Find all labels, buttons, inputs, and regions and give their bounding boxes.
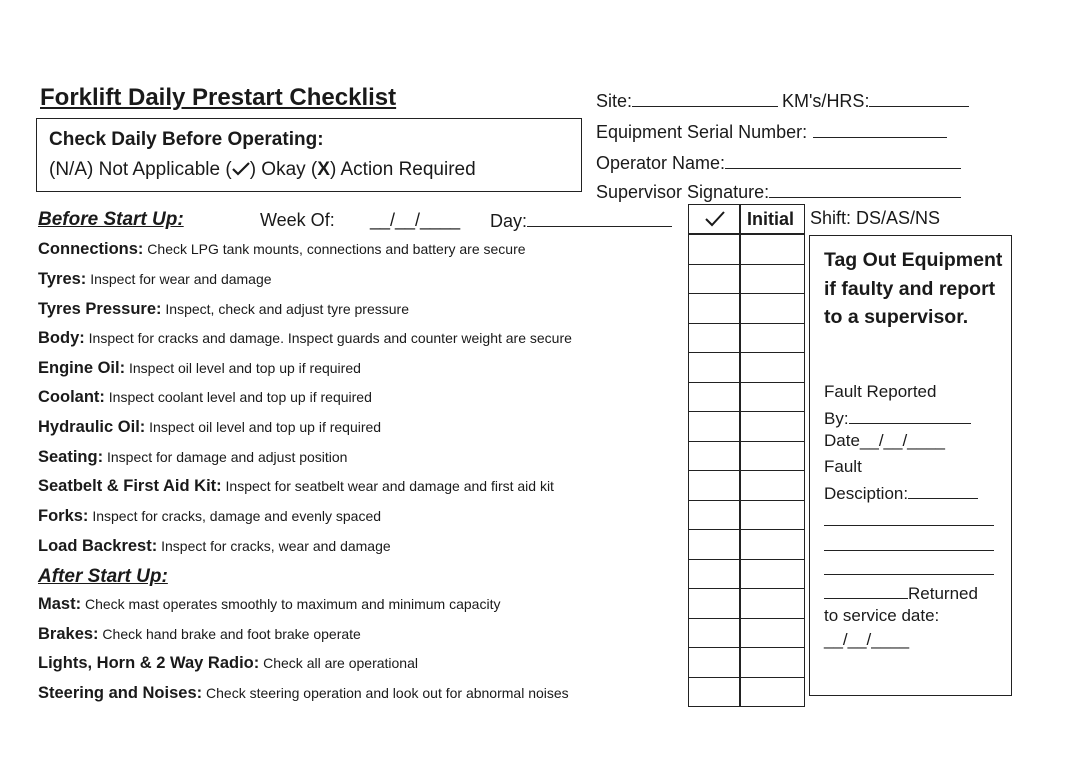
description-line[interactable] — [824, 574, 994, 575]
checklist-item — [38, 625, 361, 644]
check-cell[interactable] — [688, 441, 740, 472]
checklist-item-label: Coolant: — [38, 388, 105, 406]
check-cell[interactable] — [688, 588, 740, 619]
checklist-item-desc: Inspect for cracks and damage. Inspect guards and counter weight are secure — [84, 330, 572, 346]
page-title: Forklift Daily Prestart Checklist — [40, 84, 397, 111]
legend-action: ) Action Required — [329, 159, 476, 180]
checklist-item — [38, 595, 500, 614]
fault-reported-label: Fault Reported — [824, 382, 937, 401]
initial-cell[interactable] — [740, 441, 805, 472]
checklist-item-desc: Inspect, check and adjust tyre pressure — [161, 301, 409, 317]
initial-cell[interactable] — [740, 323, 805, 354]
kms-field[interactable] — [782, 90, 969, 112]
checklist-item — [38, 240, 526, 259]
week-of-label: Week Of: — [260, 210, 335, 230]
initial-cell[interactable] — [740, 470, 805, 501]
check-icon — [232, 162, 250, 176]
check-cell[interactable] — [688, 352, 740, 383]
fault-description-field[interactable] — [824, 482, 978, 504]
checklist-item-label: Brakes: — [38, 625, 99, 643]
initial-cell[interactable] — [740, 264, 805, 295]
check-cell[interactable] — [688, 618, 740, 649]
check-icon — [705, 211, 725, 227]
checklist-item-label: Body: — [38, 329, 85, 347]
checklist-item-label: Forks: — [38, 507, 89, 525]
check-cell[interactable] — [688, 234, 740, 265]
initial-cell[interactable] — [740, 293, 805, 324]
check-cell[interactable] — [688, 323, 740, 354]
checklist-item-label: Hydraulic Oil: — [38, 418, 146, 436]
checklist-item-desc: Inspect oil level and top up if required — [145, 419, 382, 435]
serial-label: Equipment Serial Number: — [596, 122, 808, 142]
checklist-item-desc: Check all are operational — [259, 655, 418, 671]
initial-cell[interactable] — [740, 559, 805, 590]
day-field[interactable] — [490, 210, 672, 232]
check-cell[interactable] — [688, 382, 740, 413]
reported-by-field[interactable] — [824, 407, 971, 429]
checklist-item-desc: Inspect for cracks, wear and damage — [157, 538, 391, 554]
checklist-item — [38, 329, 572, 348]
instructions-box — [36, 118, 582, 192]
initial-cell[interactable] — [740, 500, 805, 531]
serial-field[interactable] — [596, 121, 947, 143]
check-cell[interactable] — [688, 647, 740, 678]
returned-field[interactable] — [824, 582, 978, 604]
checklist-item — [38, 684, 569, 703]
checklist-item-label: Connections: — [38, 240, 144, 258]
initial-cell[interactable] — [740, 234, 805, 265]
checklist-item-label: Engine Oil: — [38, 359, 126, 377]
checklist-item-label: Lights, Horn & 2 Way Radio: — [38, 654, 260, 672]
check-cell[interactable] — [688, 559, 740, 590]
operator-field[interactable] — [596, 152, 961, 174]
checklist-item-desc: Inspect for seatbelt wear and damage and first aid kit — [221, 478, 554, 494]
check-cell[interactable] — [688, 264, 740, 295]
checklist-item-desc: Inspect for damage and adjust position — [103, 449, 348, 465]
initial-cell[interactable] — [740, 529, 805, 560]
checklist-item-desc: Inspect for wear and damage — [86, 271, 272, 287]
fault-label: Fault — [824, 457, 862, 476]
supervisor-label: Supervisor Signature: — [596, 182, 770, 202]
checklist-item-label: Steering and Noises: — [38, 684, 203, 702]
checklist-item — [38, 654, 418, 673]
after-start-heading: After Start Up: — [38, 566, 168, 587]
tag-out-box — [809, 235, 1012, 696]
to-service-label: to service date: — [824, 606, 940, 625]
initial-cell[interactable] — [740, 411, 805, 442]
week-of-date[interactable]: __/__/____ — [370, 210, 461, 230]
description-line[interactable] — [824, 550, 994, 551]
operator-label: Operator Name: — [596, 153, 726, 173]
check-cell[interactable] — [688, 500, 740, 531]
checklist-item — [38, 448, 347, 467]
return-date-field[interactable]: __/__/____ — [824, 630, 910, 649]
checklist-item — [38, 477, 554, 496]
instructions-legend — [49, 159, 476, 181]
checklist-item-label: Mast: — [38, 595, 82, 613]
returned-label: Returned — [908, 584, 978, 603]
checklist-item-label: Seating: — [38, 448, 104, 466]
check-cell[interactable] — [688, 677, 740, 708]
checklist-item — [38, 537, 391, 556]
shift-label: Shift: DS/AS/NS — [810, 208, 941, 228]
legend-na: (N/A) Not Applicable ( — [49, 159, 232, 180]
reported-by-label: By: — [824, 409, 849, 428]
fault-date-field[interactable]: Date__/__/____ — [824, 431, 945, 450]
initial-cell[interactable] — [740, 677, 805, 708]
check-cell[interactable] — [688, 470, 740, 501]
checklist-item — [38, 418, 381, 437]
checklist-item-desc: Check hand brake and foot brake operate — [98, 626, 361, 642]
checklist-item-label: Load Backrest: — [38, 537, 158, 555]
initial-column-header: Initial — [740, 204, 805, 234]
instructions-heading: Check Daily Before Operating: — [49, 129, 324, 150]
description-label: Desciption: — [824, 484, 909, 503]
kms-label: KM's/HRS: — [782, 91, 870, 111]
checklist-item-desc: Check steering operation and look out for abnormal noises — [202, 685, 569, 701]
checklist-item-desc: Check LPG tank mounts, connections and battery are secure — [143, 241, 526, 257]
checklist-item-desc: Inspect coolant level and top up if required — [104, 389, 372, 405]
checklist-item — [38, 507, 381, 526]
initial-cell[interactable] — [740, 382, 805, 413]
day-label: Day: — [490, 211, 528, 231]
initial-cell[interactable] — [740, 618, 805, 649]
initial-cell[interactable] — [740, 352, 805, 383]
checklist-item-label: Tyres: — [38, 270, 87, 288]
site-label: Site: — [596, 91, 633, 111]
check-cell[interactable] — [688, 411, 740, 442]
checklist-item — [38, 388, 372, 407]
supervisor-field[interactable] — [596, 181, 961, 203]
check-cell[interactable] — [688, 293, 740, 324]
legend-okay: ) Okay ( — [249, 159, 318, 180]
before-start-heading: Before Start Up: — [38, 209, 184, 230]
check-column-header — [688, 204, 740, 234]
initial-cell[interactable] — [740, 647, 805, 678]
checklist-item-desc: Inspect oil level and top up if required — [125, 360, 361, 376]
tag-out-heading: Tag Out Equipment if faulty and report to a supervisor. — [824, 249, 1003, 328]
checklist-item-label: Seatbelt & First Aid Kit: — [38, 477, 222, 495]
site-field[interactable] — [596, 90, 778, 112]
check-cell[interactable] — [688, 529, 740, 560]
checklist-item-label: Tyres Pressure: — [38, 300, 162, 318]
checklist-item — [38, 300, 409, 319]
initial-cell[interactable] — [740, 588, 805, 619]
description-line[interactable] — [824, 525, 994, 526]
checklist-item — [38, 359, 361, 378]
checklist-item-desc: Inspect for cracks, damage and evenly spaced — [88, 508, 382, 524]
checklist-item — [38, 270, 272, 289]
checklist-item-desc: Check mast operates smoothly to maximum and minimum capacity — [81, 596, 501, 612]
legend-x: X — [317, 159, 330, 180]
